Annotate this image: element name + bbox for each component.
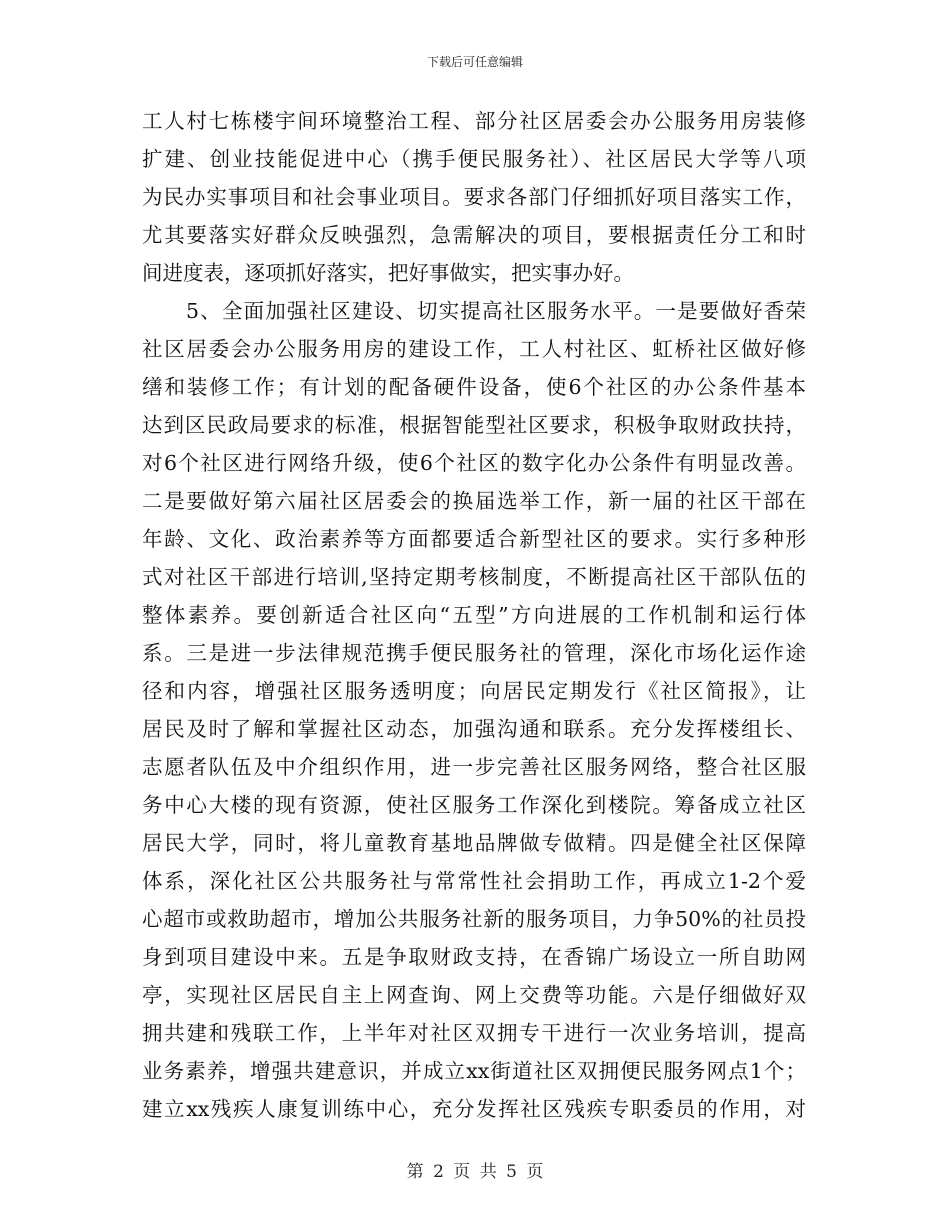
text-line: 身到项目建设中来。五是争取财政支持，在香锦广场设立一所自助网 (142, 945, 806, 969)
text-line: 心超市或救助超市，增加公共服务社新的服务项目，力争50%的社员投 (142, 907, 806, 931)
text-line: 居民大学，同时，将儿童教育基地品牌做专做精。四是健全社区保障 (142, 831, 806, 855)
text-line: 志愿者队伍及中介组织作用，进一步完善社区服务网络，整合社区服 (142, 755, 806, 779)
text-line: 二是要做好第六届社区居委会的换届选举工作，新一届的社区干部在 (142, 489, 806, 513)
text-line: 拥共建和残联工作，上半年对社区双拥专干进行一次业务培训，提高 (142, 1021, 806, 1045)
text-line: 系。三是进一步法律规范携手便民服务社的管理，深化市场化运作途 (142, 641, 806, 665)
text-line: 体系，深化社区公共服务社与常常性社会捐助工作，再成立1-2个爱 (142, 869, 806, 893)
text-line: 务中心大楼的现有资源，使社区服务工作深化到楼院。筹备成立社区 (142, 793, 806, 817)
text-line: 对6个社区进行网络升级，使6个社区的数字化办公条件有明显改善。 (142, 451, 806, 475)
text-line: 扩建、创业技能促进中心（携手便民服务社）、社区居民大学等八项 (142, 147, 806, 171)
text-line: 工人村七栋楼宇间环境整治工程、部分社区居委会办公服务用房装修 (142, 109, 806, 133)
text-line: 居民及时了解和掌握社区动态，加强沟通和联系。充分发挥楼组长、 (142, 717, 806, 741)
page-number-footer: 第 2 页 共 5 页 (406, 1162, 544, 1182)
document-body (142, 102, 806, 1128)
text-line: 尤其要落实好群众反映强烈，急需解决的项目，要根据责任分工和时 (142, 223, 806, 247)
text-line: 径和内容，增强社区服务透明度；向居民定期发行《社区简报》，让 (142, 679, 806, 703)
text-line: 建立xx残疾人康复训练中心，充分发挥社区残疾专职委员的作用，对 (142, 1097, 806, 1121)
page-header: 下载后可任意编辑 (426, 55, 523, 69)
text-line: 年龄、文化、政治素养等方面都要适合新型社区的要求。实行多种形 (142, 527, 806, 551)
text-line: 达到区民政局要求的标准，根据智能型社区要求，积极争取财政扶持， (142, 413, 806, 437)
text-line: 业务素养，增强共建意识，并成立xx街道社区双拥便民服务网点1个； (142, 1059, 806, 1083)
text-line: 整体素养。要创新适合社区向“五型”方向进展的工作机制和运行体 (142, 603, 806, 627)
text-line: 社区居委会办公服务用房的建设工作，工人村社区、虹桥社区做好修 (142, 337, 806, 361)
paragraph-start-line: 5、全面加强社区建设、切实提高社区服务水平。一是要做好香荣 (186, 299, 806, 323)
text-line: 间进度表，逐项抓好落实，把好事做实，把实事办好。 (142, 261, 634, 285)
text-line: 缮和装修工作；有计划的配备硬件设备，使6个社区的办公条件基本 (142, 375, 806, 399)
text-line: 亭，实现社区居民自主上网查询、网上交费等功能。六是仔细做好双 (142, 983, 806, 1007)
text-line: 式对社区干部进行培训,坚持定期考核制度，不断提高社区干部队伍的 (142, 565, 806, 589)
text-line: 为民办实事项目和社会事业项目。要求各部门仔细抓好项目落实工作， (142, 185, 806, 209)
